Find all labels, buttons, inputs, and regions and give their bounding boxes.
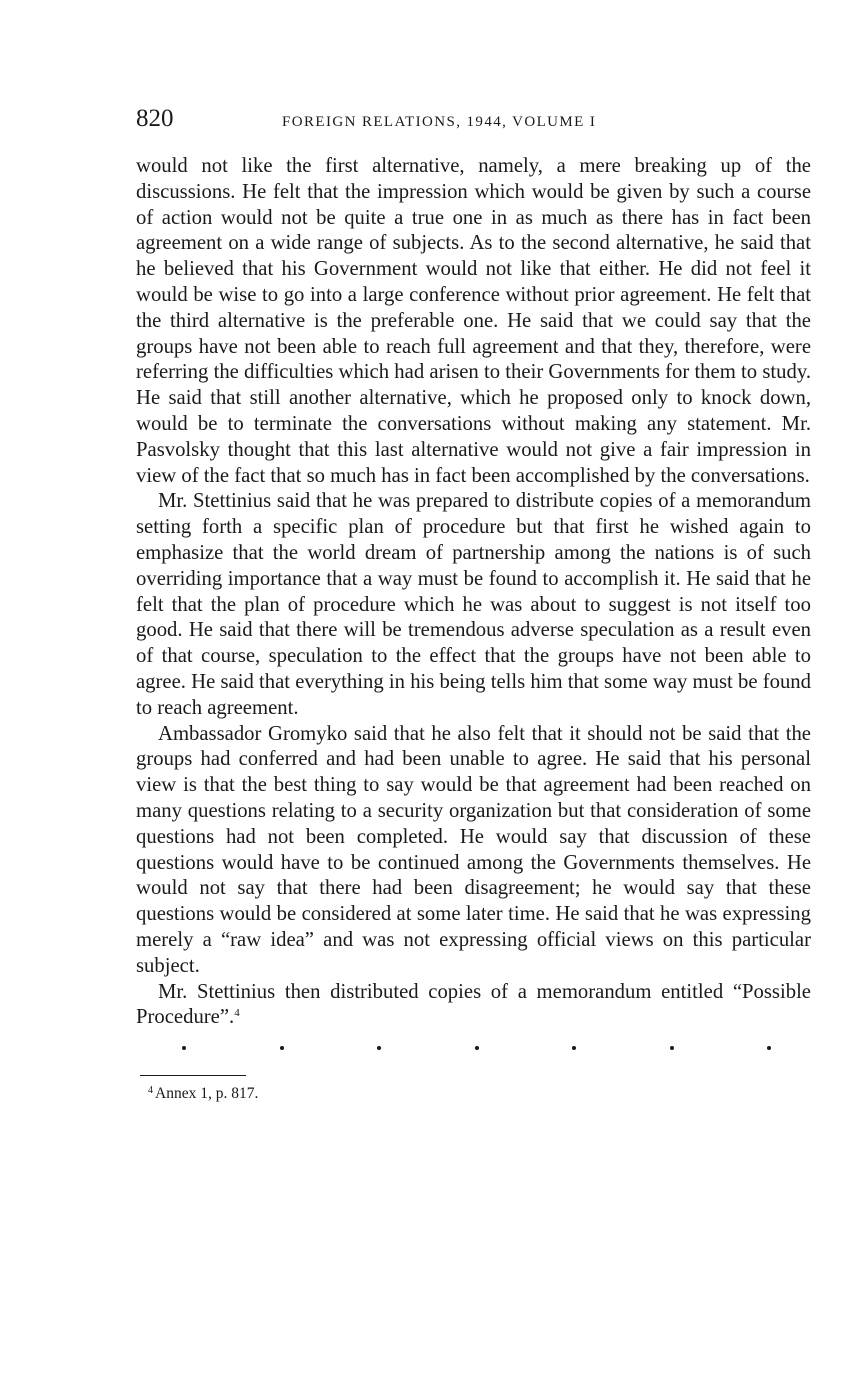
paragraph-4 — [136, 980, 811, 1032]
ellipsis-dot — [767, 1046, 771, 1050]
footnote-divider — [140, 1075, 246, 1076]
footnote-marker: 4 — [148, 1085, 153, 1097]
page-number: 820 — [136, 105, 174, 132]
ellipsis-dot — [280, 1046, 284, 1050]
footnote-text: Annex 1, p. 817. — [155, 1085, 259, 1103]
ellipsis-dot — [182, 1046, 186, 1050]
paragraph-2: Mr. Stettinius said that he was prepared to distribute copies of a memorandum setting forth a specific plan of procedure but that first he wished again to emphasize that the world dream of partnership among the nations is of such overriding importance that a way must be found to accomplish it. He said that he felt that the plan of procedure which he was about to suggest is not itself too good. He said that there will be tremendous adverse speculation as a result even of that course, speculation to the effect that the groups have not been able to agree. He said that everything in his being tells him that some way must be found to reach agreement. — [136, 490, 811, 719]
footnote — [148, 1084, 811, 1104]
paragraph-1: would not like the first alternative, namely, a mere breaking up of the discussions. He felt that the impression which would be given by such a course of action would not be quite a true one in as much as there has in fact been agreement on a wide range of subjects. As to the second alternative, he said that he believed that his Government would not like that either. He did not feel it would be wise to go into a large conference without prior agreement. He felt that the third alternative is the preferable one. He said that we could say that the groups have not been able to reach full agreement and that they, therefore, were referring the difficulties which had arisen to their Governments for them to study. He said that still another alternative, which he proposed only to knock down, would be to terminate the conversations without making any statement. Mr. Pasvolsky thought that this last alternative would not give a fair impression in view of the fact that so much has in fact been accomplished by the conversations. — [136, 155, 811, 487]
ellipsis-dot — [670, 1046, 674, 1050]
body-text — [136, 154, 811, 1031]
page-header — [136, 104, 811, 138]
ellipsis-dot — [377, 1046, 381, 1050]
document-page — [136, 104, 811, 1104]
ellipsis-dot — [475, 1046, 479, 1050]
omission-ellipsis — [136, 1035, 811, 1061]
paragraph-3: Ambassador Gromyko said that he also felt that it should not be said that the groups had conferred and had been unable to agree. He said that his personal view is that the best thing to say would be that agreement had been reached on many questions relating to a security organization but that consideration of some questions had not been completed. He would say that discussion of these questions would have to be continued among the Governments themselves. He would not say that there had been disagreement; he would say that these questions would be considered at some later time. He said that he was expressing merely a “raw idea” and was not expressing official views on this particular subject. — [136, 722, 811, 977]
paragraph-4-text: Mr. Stettinius then distributed copies of a memorandum entitled “Possible Procedure”. — [136, 980, 811, 1029]
ellipsis-dot — [572, 1046, 576, 1050]
running-head: FOREIGN RELATIONS, 1944, VOLUME I — [282, 114, 597, 130]
footnote-reference[interactable]: 4 — [234, 1007, 240, 1020]
